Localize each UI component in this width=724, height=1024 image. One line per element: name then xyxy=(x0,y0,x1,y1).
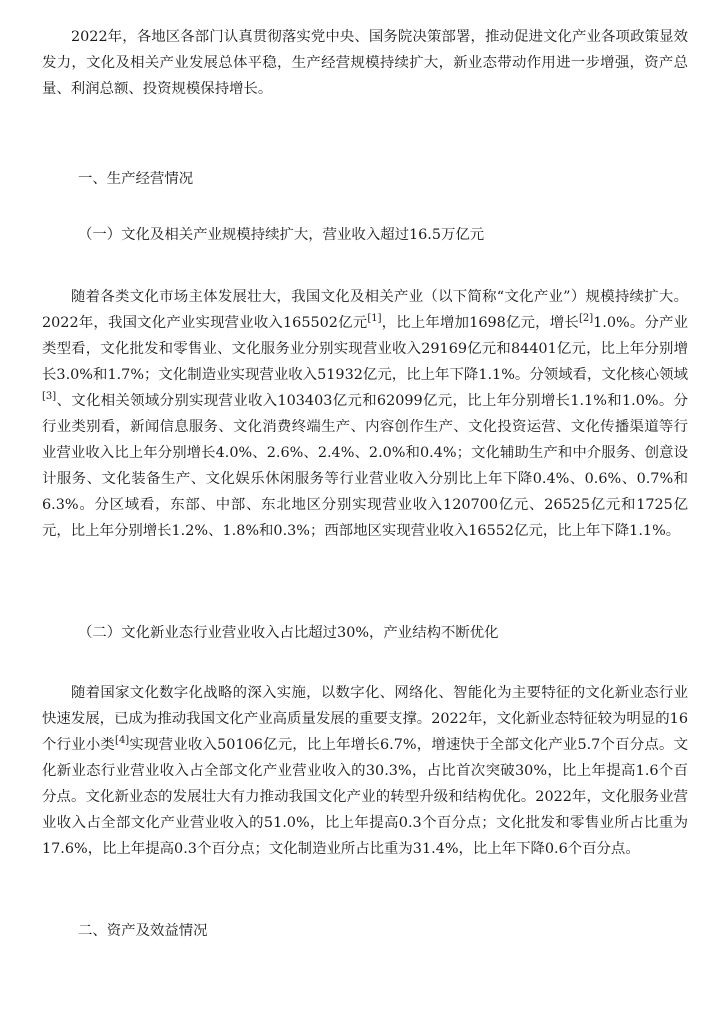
section-2-heading: 二、资产及效益情况 xyxy=(78,923,208,939)
subsection-1-paragraph xyxy=(42,284,688,544)
footnote-ref-4[interactable]: [4] xyxy=(115,735,130,746)
footnote-ref-3[interactable]: [3] xyxy=(42,391,57,402)
paragraph-text: 1.0%。分产业类型看，文化批发和零售业、文化服务业分别实现营业收入29169亿元和84401亿元，比上年分别增长3.0%和1.7%；文化制造业实现营业收入51932亿元，比上年下降1.1%。分领域看，文化核心领域 xyxy=(42,315,689,383)
subsection-1-heading: （一）文化及相关产业规模持续扩大，营业收入超过16.5万亿元 xyxy=(78,227,485,243)
subsection-2-heading: （二）文化新业态行业营业收入占比超过30%，产业结构不断优化 xyxy=(78,625,499,641)
paragraph-text: ，比上年增加1698亿元，增长 xyxy=(381,315,579,331)
intro-paragraph: 2022年，各地区各部门认真贯彻落实党中央、国务院决策部署，推动促进文化产业各项政策显效发力，文化及相关产业发展总体平稳，生产经营规模持续扩大，新业态带动作用进一步增强，资产总量、利润总额、投资规模保持增长。 xyxy=(42,29,688,97)
section-1-heading: 一、生产经营情况 xyxy=(78,171,194,187)
paragraph-text: 实现营业收入50106亿元，比上年增长6.7%，增速快于全部文化产业5.7个百分点。文化新业态行业营业收入占全部文化产业营业收入的30.3%，占比首次突破30%，比上年提高1.6个百分点。文化新业态的发展壮大有力推动我国文化产业的转型升级和结构优化。2022年，文化服务业营业收入占全部文化产业营业收入的51.0%，比上年提高0.3个百分点；文化批发和零售业所占比重为17.6%，比上年提高0.3个百分点；文化制造业所占比重为31.4%，比上年下降0.6个百分点。 xyxy=(42,737,688,857)
subsection-2-paragraph xyxy=(42,680,688,862)
paragraph-text: 随着国家文化数字化战略的深入实施，以数字化、网络化、智能化为主要特征的文化新业态行业快速发展，已成为推动我国文化产业高质量发展的重要支撑。2022年，文化新业态特征较为明显的16个行业小类 xyxy=(42,685,688,753)
paragraph-text: 随着各类文化市场主体发展壮大，我国文化及相关产业（以下简称“文化产业”）规模持续扩大。2022年，我国文化产业实现营业收入165502亿元 xyxy=(42,289,688,331)
paragraph-text: 、文化相关领域分别实现营业收入103403亿元和62099亿元，比上年分别增长1.1%和1.0%。分行业类别看，新闻信息服务、文化消费终端生产、内容创作生产、文化投资运营、文化传播渠道等行业营业收入比上年分别增长4.0%、2.6%、2.4%、2.0%和0.4%；文化辅助生产和中介服务、创意设计服务、文化装备生产、文化娱乐休闲服务等行业营业收入分别比上年下降0.4%、0.6%、0.7%和6.3%。分区域看，东部、中部、东北地区分别实现营业收入120700亿元、26525亿元和1725亿元，比上年分别增长1.2%、1.8%和0.3%；西部地区实现营业收入16552亿元，比上年下降1.1%。 xyxy=(42,393,688,539)
footnote-ref-1[interactable]: [1] xyxy=(367,313,382,324)
footnote-ref-2[interactable]: [2] xyxy=(578,313,594,324)
